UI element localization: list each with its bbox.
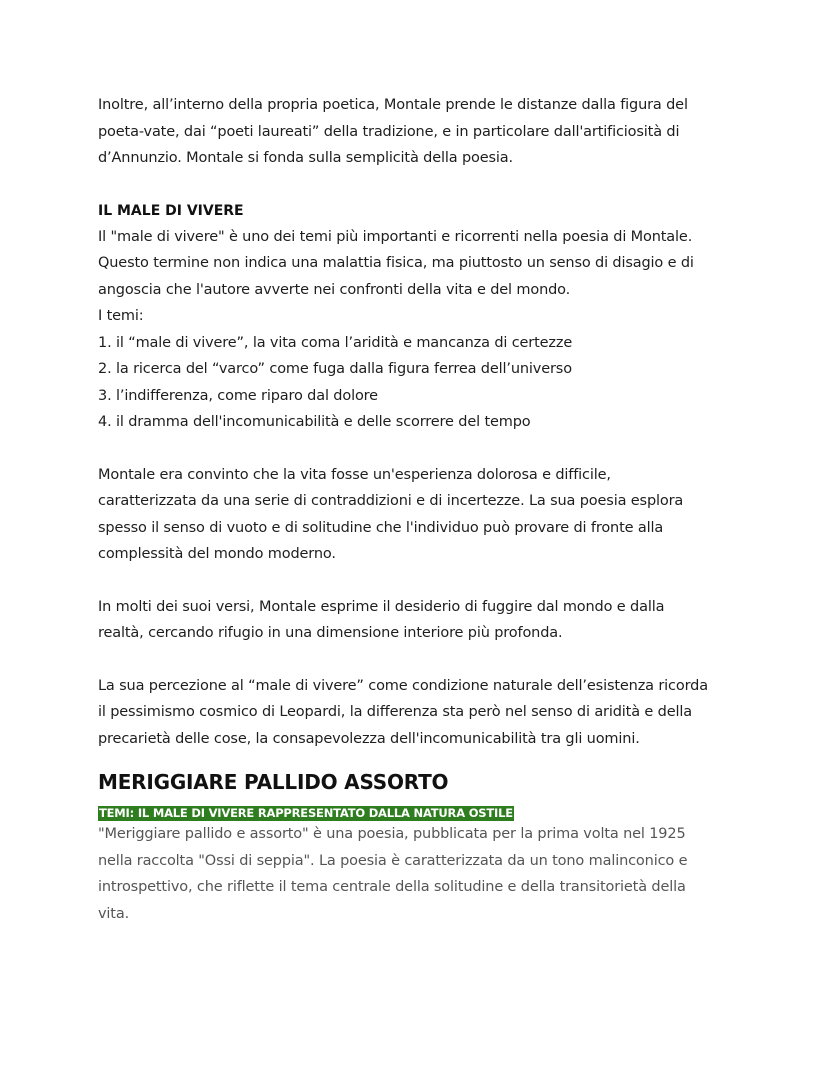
- text-line: d’Annunzio. Montale si fonda sulla semplicità della poesia.: [98, 150, 513, 166]
- leopardi-paragraph: [98, 673, 738, 753]
- text-line: nella raccolta "Ossi di seppia". La poesia è caratterizzata da un tono malinconico e: [98, 852, 688, 869]
- text-line: Inoltre, all’interno della propria poetica, Montale prende le distanze dalla figura del: [98, 97, 688, 113]
- text-line: In molti dei suoi versi, Montale esprime il desiderio di fuggire dal mondo e dalla: [98, 598, 665, 615]
- text-line: il pessimismo cosmico di Leopardi, la differenza sta però nel senso di aridità e della: [98, 704, 692, 720]
- text-line: La sua percezione al “male di vivere” come condizione naturale dell’esistenza ricorda: [98, 677, 708, 694]
- montale-vita-paragraph: [98, 462, 738, 568]
- meriggiare-paragraph: [98, 821, 738, 927]
- themes-highlight: TEMI: IL MALE DI VIVERE RAPPRESENTATO DALLA NATURA OSTILE: [99, 806, 513, 820]
- section-heading-male-di-vivere: IL MALE DI VIVERE: [98, 202, 244, 219]
- text-line: poeta-vate, dai “poeti laureati” della tradizione, e in particolare dall'artificiosità di: [98, 123, 680, 140]
- paragraph-spacer: [98, 436, 738, 462]
- versi-paragraph: [98, 594, 738, 647]
- text-line: Questo termine non indica una malattia fisica, ma piuttosto un senso di disagio e di: [98, 255, 694, 271]
- list-item: 4. il dramma dell'incomunicabilità e delle scorrere del tempo: [98, 414, 531, 430]
- text-line: angoscia che l'autore avverte nei confronti della vita e del mondo.: [98, 281, 571, 298]
- text-line: precarietà delle cose, la consapevolezza dell'incomunicabilità tra gli uomini.: [98, 730, 640, 747]
- text-line: Montale era convinto che la vita fosse un'esperienza dolorosa e difficile,: [98, 466, 611, 483]
- text-line: vita.: [98, 905, 130, 922]
- list-item: 3. l’indifferenza, come riparo dal dolore: [98, 387, 378, 404]
- text-line: spesso il senso di vuoto e di solitudine che l'individuo può provare di fronte alla: [98, 519, 664, 536]
- text-line: complessità del mondo moderno.: [98, 546, 336, 562]
- text-line: "Meriggiare pallido e assorto" è una poesia, pubblicata per la prima volta nel 1925: [98, 826, 686, 842]
- text-line: Il "male di vivere" è uno dei temi più importanti e ricorrenti nella poesia di Montale.: [98, 228, 693, 245]
- text-line: realtà, cercando rifugio in una dimensione interiore più profonda.: [98, 625, 563, 641]
- paragraph-spacer: [98, 647, 738, 673]
- male-di-vivere-paragraph: [98, 224, 738, 436]
- text-line: caratterizzata da una serie di contraddizioni e di incertezze. La sua poesia esplora: [98, 493, 684, 509]
- section-heading-meriggiare: MERIGGIARE PALLIDO ASSORTO: [98, 770, 449, 794]
- list-item: 2. la ricerca del “varco” come fuga dalla figura ferrea dell’universo: [98, 361, 572, 377]
- document-page: [98, 92, 738, 927]
- highlight-row: [98, 802, 738, 821]
- list-item: 1. il “male di vivere”, la vita coma l’aridità e mancanza di certezze: [98, 334, 573, 351]
- intro-paragraph: [98, 92, 738, 172]
- paragraph-spacer: [98, 568, 738, 594]
- text-line: I temi:: [98, 308, 144, 324]
- text-line: introspettivo, che riflette il tema centrale della solitudine e della transitorietà della: [98, 879, 686, 895]
